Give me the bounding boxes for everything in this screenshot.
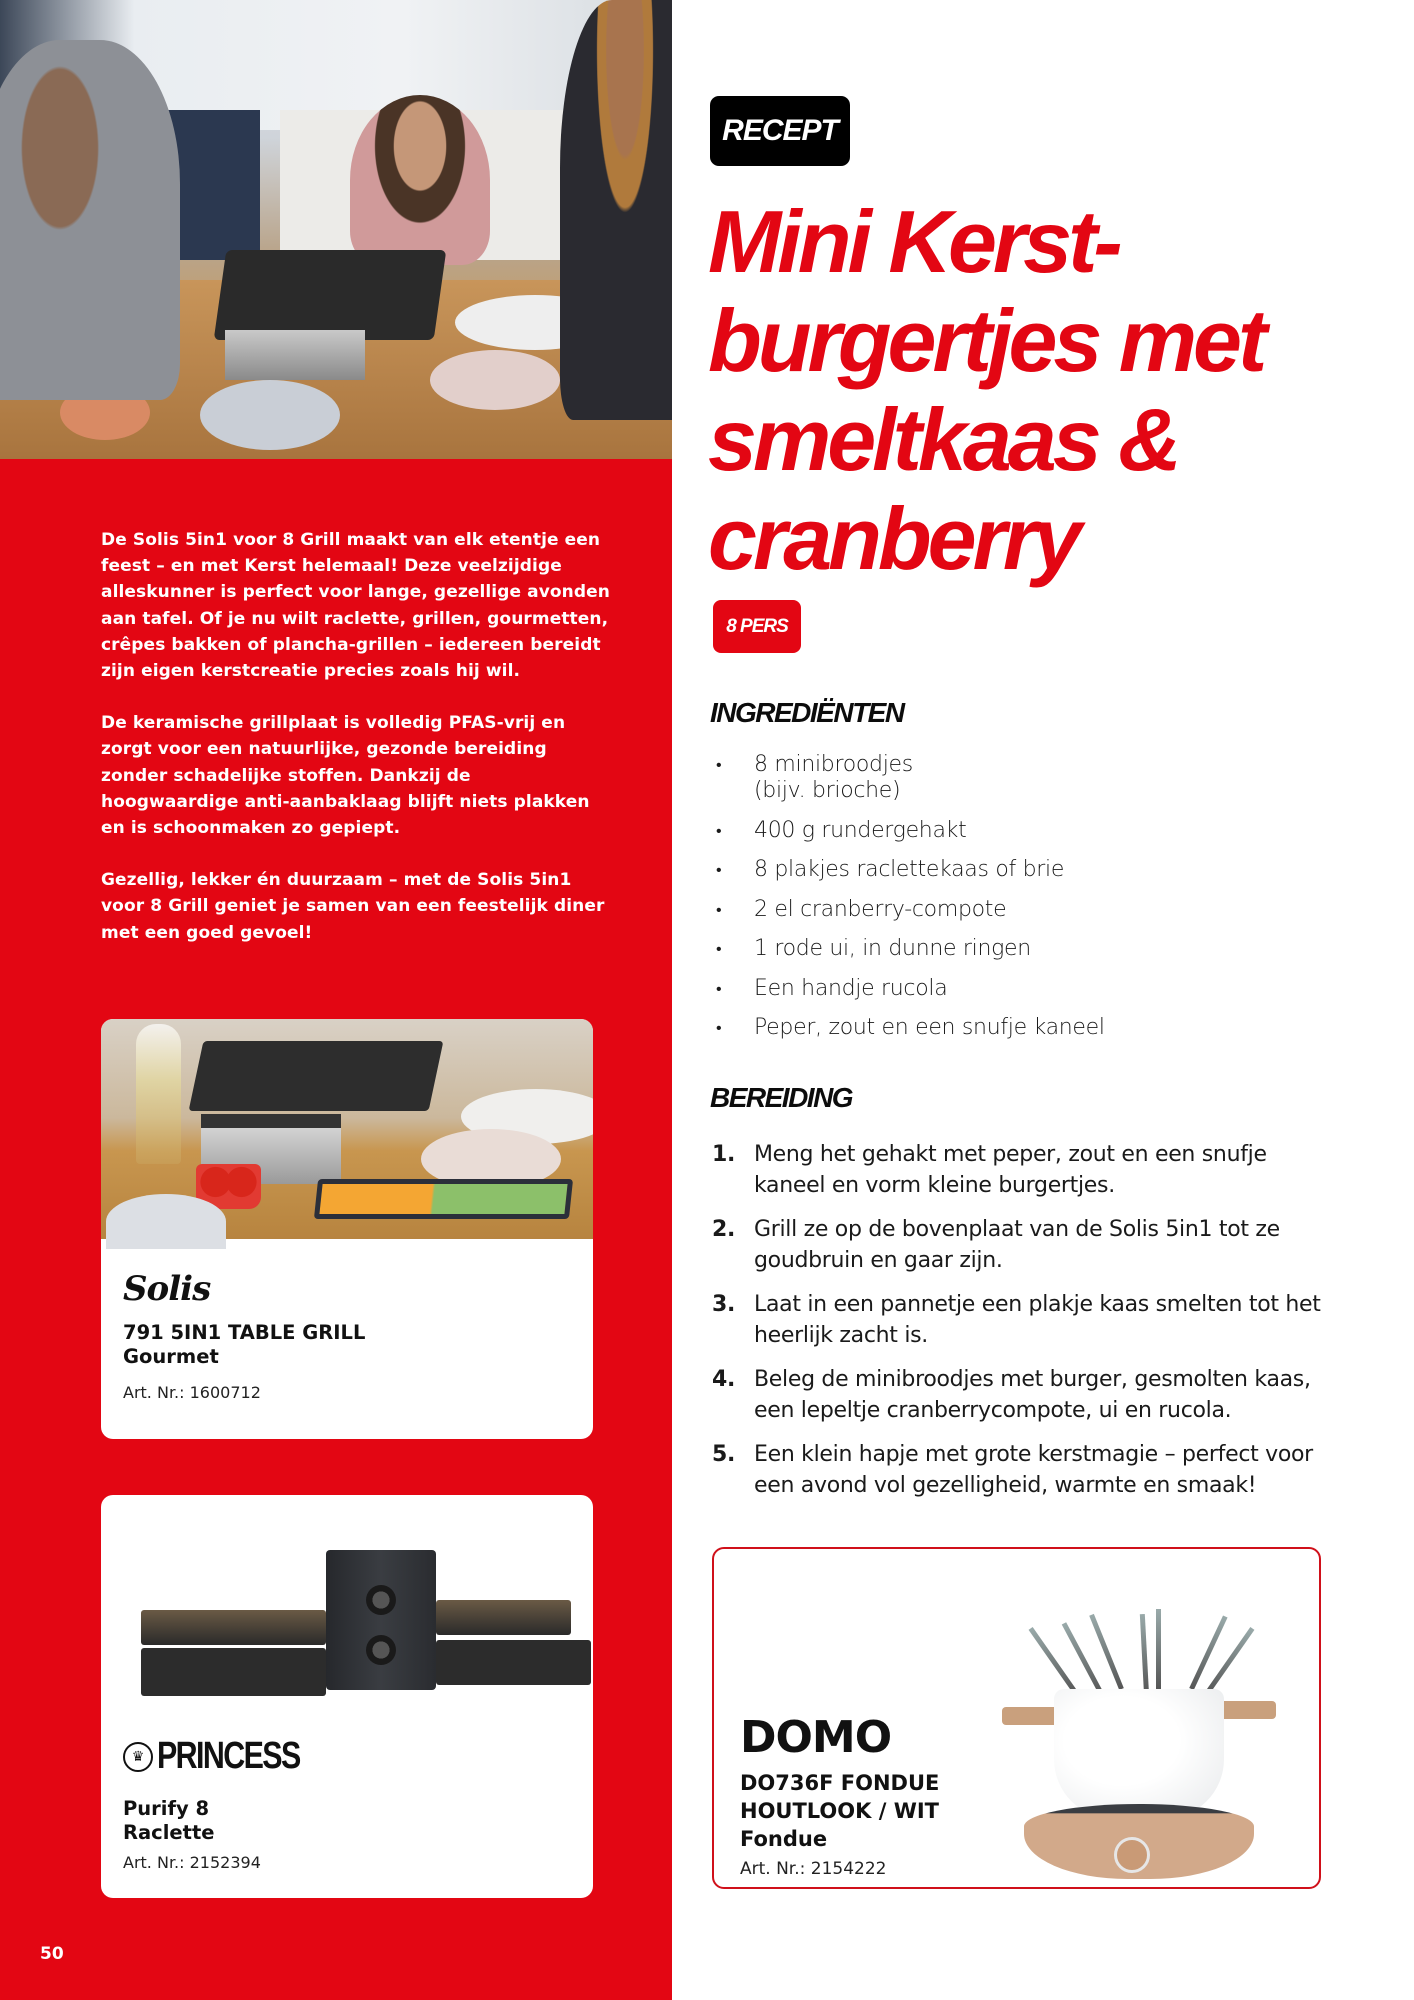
- bullet-icon: •: [716, 820, 722, 840]
- photo-table-grill: [214, 250, 447, 340]
- bullet-icon: •: [716, 755, 722, 774]
- product-category: Raclette: [123, 1821, 215, 1844]
- title-line: Mini Kerst-: [708, 192, 1119, 291]
- photo-pot-handle: [1002, 1707, 1062, 1725]
- brand-wordmark: PRINCESS: [157, 1735, 300, 1777]
- ingredients-list: [716, 752, 1316, 1055]
- preparation-steps: [712, 1139, 1342, 1514]
- product-title: [123, 1797, 215, 1845]
- ingredient-item: • 1 rode ui, in dunne ringen: [716, 936, 1031, 961]
- product-name: HOUTLOOK / WIT: [740, 1799, 940, 1823]
- title-line: burgertjes met: [708, 291, 1264, 390]
- step-item: 2. Grill ze op de bovenplaat van de Solis 5in1 tot ze goudbruin en gaar zijn.: [712, 1214, 1342, 1276]
- product-title: [740, 1769, 1000, 1853]
- product-name: Purify 8: [123, 1797, 210, 1820]
- photo-vegetable-tray: [314, 1179, 573, 1219]
- photo-temperature-dial: [1114, 1837, 1150, 1873]
- bullet-icon: •: [716, 1018, 722, 1037]
- brand-logo-princess: [123, 1735, 335, 1778]
- preparation-heading: BEREIDING: [710, 1082, 853, 1113]
- hero-photo-family-dinner: [0, 0, 672, 459]
- photo-fondue-fork: [1140, 1614, 1149, 1694]
- ingredients-heading: INGREDIËNTEN: [710, 697, 904, 728]
- article-number: Art. Nr.: 2154222: [740, 1859, 887, 1879]
- photo-control-unit: [326, 1550, 436, 1690]
- step-number: 5.: [712, 1442, 736, 1467]
- article-number: Art. Nr.: 1600712: [123, 1383, 261, 1402]
- step-number: 3.: [712, 1292, 736, 1317]
- brand-logo-domo: DOMO: [740, 1712, 892, 1763]
- bullet-icon: •: [716, 939, 722, 958]
- photo-grill-plate: [189, 1041, 444, 1111]
- product-card-solis[interactable]: [101, 1019, 593, 1439]
- photo-grill-plate: [141, 1610, 326, 1645]
- bullet-icon: •: [716, 860, 722, 879]
- product-card-princess[interactable]: [101, 1495, 593, 1898]
- step-number: 4.: [712, 1367, 736, 1392]
- crown-emblem-icon: ♛: [123, 1742, 153, 1772]
- step-item: 5. Een klein hapje met grote kerstmagie – perfect voor een avond vol gezelligheid, warmte en smaak!: [712, 1439, 1342, 1501]
- ingredient-item: • Een handje rucola: [716, 975, 948, 1001]
- ingredient-item: • 8 plakjes raclettekaas of brie: [716, 857, 1065, 882]
- product-title: [123, 1321, 543, 1369]
- article-number: Art. Nr.: 2152394: [123, 1853, 261, 1872]
- photo-girl: [350, 95, 490, 265]
- product-image-solis-grill: [101, 1019, 593, 1239]
- step-item: 3. Laat in een pannetje een plakje kaas smelten tot het heerlijk zacht is.: [712, 1289, 1342, 1351]
- product-image-domo-fondue: [984, 1589, 1304, 1879]
- product-image-princess-raclette: [141, 1550, 561, 1720]
- photo-knob: [366, 1585, 396, 1615]
- photo-fondue-pot: [1054, 1689, 1224, 1819]
- step-item: 1. Meng het gehakt met peper, zout en een snufje kaneel en vorm kleine burgertjes.: [712, 1139, 1342, 1201]
- photo-fondue-fork: [1189, 1615, 1227, 1690]
- brand-logo-solis: Solis: [123, 1269, 211, 1309]
- ingredient-item: • 8 minibroodjes (bijv. brioche): [716, 752, 913, 803]
- photo-raclette-pans: [141, 1648, 326, 1696]
- photo-fondue-fork: [1156, 1609, 1161, 1689]
- title-line: smeltkaas &: [708, 390, 1178, 489]
- intro-paragraph: De Solis 5in1 voor 8 Grill maakt van elk etentje een feest – en met Kerst helemaal! Deze veelzijdige alleskunner is perfect voor lange, gezellige avonden aan tafel. Of je nu wilt raclette, grillen, gourmetten, crêpes bakken of plancha-grillen – iedereen bereidt zijn eigen kerstcreatie precies zoals hij wil.: [101, 530, 610, 682]
- photo-pot-handle: [1216, 1701, 1276, 1719]
- bullet-icon: •: [716, 899, 722, 919]
- photo-bowl: [106, 1194, 226, 1249]
- ingredient-item: • Peper, zout en een snufje kaneel: [716, 1015, 1105, 1040]
- title-line: cranberry: [708, 489, 1079, 588]
- photo-man: [0, 40, 180, 400]
- product-name: DO736F FONDUE: [740, 1771, 940, 1795]
- ingredient-item: • 400 g rundergehakt: [716, 817, 967, 843]
- photo-knob: [366, 1635, 396, 1665]
- photo-plate: [430, 350, 560, 410]
- photo-wine-glass: [136, 1024, 181, 1164]
- product-category: Fondue: [740, 1827, 828, 1851]
- photo-raclette-pans: [436, 1640, 591, 1685]
- photo-woman: [560, 0, 672, 420]
- product-name: 791 5IN1 TABLE GRILL: [123, 1321, 366, 1344]
- page-number: 50: [40, 1944, 64, 1964]
- step-number: 1.: [712, 1142, 736, 1167]
- step-item: 4. Beleg de minibroodjes met burger, gesmolten kaas, een lepeltje cranberrycompote, ui en rucola.: [712, 1364, 1342, 1426]
- servings-badge: 8 PERS: [713, 600, 801, 653]
- ingredient-item: • 2 el cranberry-compote: [716, 896, 1007, 922]
- intro-paragraph: Gezellig, lekker én duurzaam – met de Solis 5in1 voor 8 Grill geniet je samen van een feestelijk diner met een goed gevoel!: [101, 870, 605, 943]
- photo-grill-base: [225, 330, 365, 380]
- product-category: Gourmet: [123, 1345, 219, 1368]
- bullet-icon: •: [716, 978, 722, 998]
- recipe-title: [708, 192, 1398, 588]
- intro-paragraph: De keramische grillplaat is volledig PFAS-vrij en zorgt voor een natuurlijke, gezonde bereiding zonder schadelijke stoffen. Dankzij de hoogwaardige anti-aanbaklaag blijft niets plakken en is schoonmaken zo gepiept.: [101, 713, 590, 839]
- photo-grill-plate: [436, 1600, 571, 1635]
- recept-label-badge: RECEPT: [710, 96, 850, 166]
- product-card-domo[interactable]: [712, 1547, 1321, 1889]
- step-number: 2.: [712, 1217, 736, 1242]
- intro-text: [101, 527, 611, 972]
- photo-bowl: [200, 380, 340, 450]
